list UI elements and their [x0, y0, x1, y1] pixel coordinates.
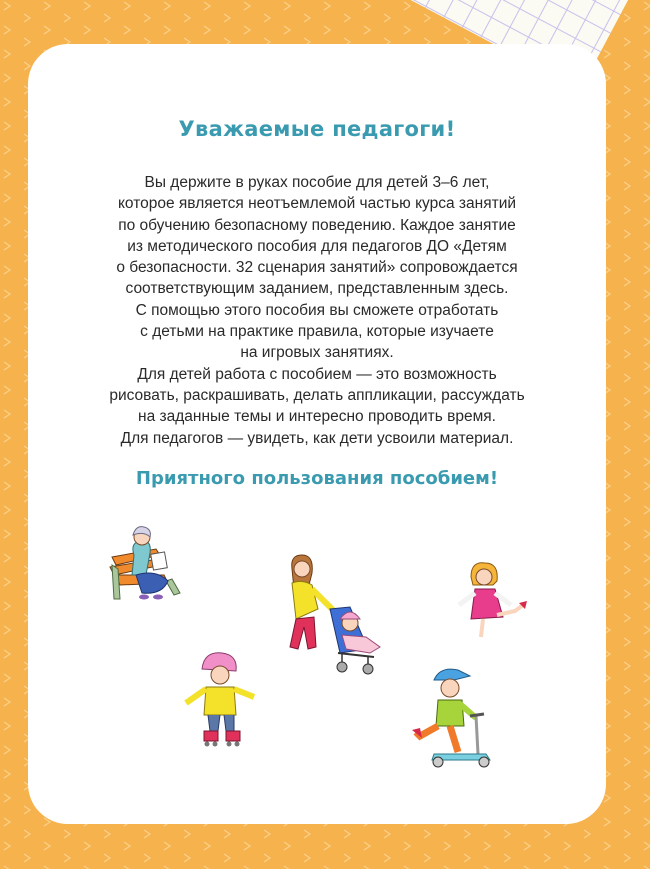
content-card	[28, 44, 606, 824]
body-line: соответствующим заданием, представленным здесь.	[125, 280, 509, 298]
body-line: из методического пособия для педагогов ДО «Детям	[127, 237, 507, 255]
page-title: Уважаемые педагоги!	[178, 117, 456, 141]
closing-heading: Приятного пользования пособием!	[135, 468, 499, 489]
body-line: Для педагогов — увидеть, как дети усвоили материал.	[120, 429, 514, 447]
girl-with-stroller-illustration	[278, 549, 388, 681]
intro-paragraph	[28, 172, 606, 449]
body-line: С помощью этого пособия вы сможете отработать	[135, 301, 499, 319]
body-line: с детьми на практике правила, которые изучаете	[140, 323, 494, 341]
body-line: на игровых занятиях.	[240, 344, 394, 362]
body-line: по обучению безопасному поведению. Каждое занятие	[118, 216, 516, 234]
grandmother-on-bench-illustration	[106, 519, 198, 611]
boy-on-scooter-illustration	[410, 666, 506, 770]
body-line: Для детей работа с пособием — это возможность	[137, 365, 497, 383]
running-girl-illustration	[453, 559, 539, 639]
body-line: которое является неотъемлемой частью курса занятий	[117, 195, 517, 213]
child-on-rollerblades-illustration	[180, 649, 264, 749]
body-line: на заданные темы и интересно проводить время.	[138, 408, 496, 426]
body-line: Вы держите в руках пособие для детей 3–6 лет,	[144, 174, 490, 191]
body-line: о безопасности. 32 сценария занятий» сопровождается	[116, 259, 518, 277]
body-line: рисовать, раскрашивать, делать аппликации, рассуждать	[109, 386, 525, 404]
